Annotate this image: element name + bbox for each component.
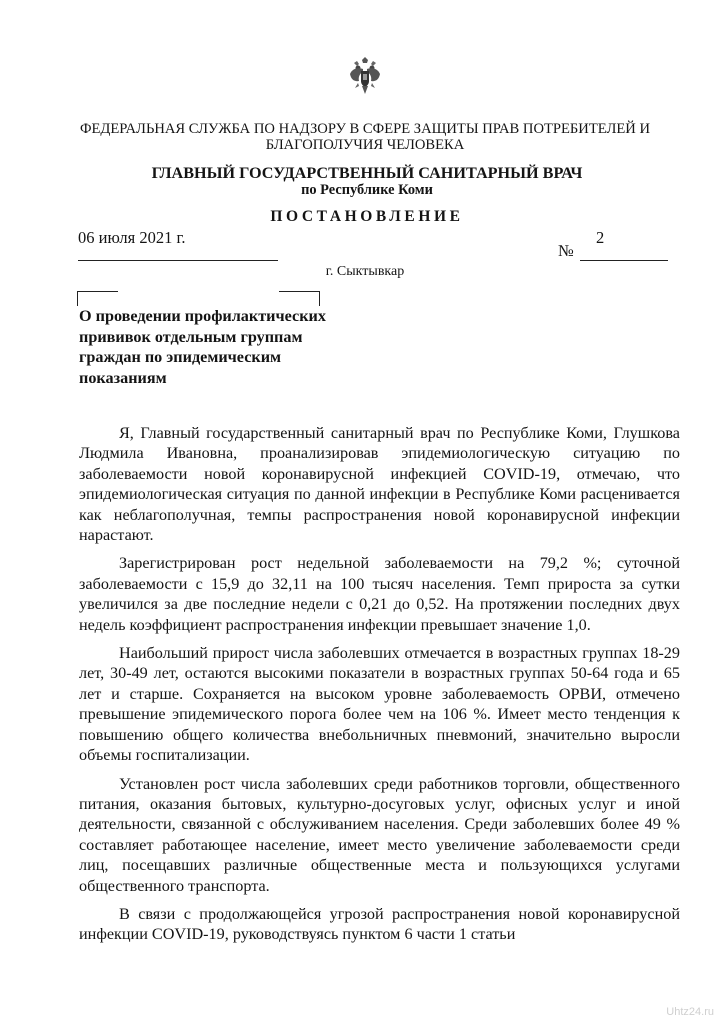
document-subject: О проведении профилактических прививок отдельным группам граждан по эпидемическим показаниям [79,307,326,387]
document-body [79,423,680,953]
number-underline [580,260,668,261]
body-paragraph: В связи с продолжающейся угрозой распространения новой коронавирусной инфекции COVID-19, руководствуясь пунктом 6 части 1 статьи [79,904,680,944]
body-paragraph: Наибольший прирост числа заболевших отмечается в возрастных группах 18-29 лет, 30-49 лет, остаются высокими показатели в возрастных группах 50-64 года и 65 лет и старше. Сохраняется на высоком уровне заболеваемость ОРВИ, отмечено превышение эпидемического порога более чем на 106 %. Имеет место тенденция к повышению общего количества внебольничных пневмоний, значительно выросли объемы госпитализации. [79,644,680,765]
agency-name: ФЕДЕРАЛЬНАЯ СЛУЖБА ПО НАДЗОРУ В СФЕРЕ ЗАЩИТЫ ПРАВ ПОТРЕБИТЕЛЕЙ И БЛАГОПОЛУЧИЯ ЧЕЛОВЕКА [79,121,651,153]
document-number: 2 [596,228,605,247]
document-type: ПОСТАНОВЛЕНИЕ [270,208,464,225]
number-sign: № [558,241,574,260]
subject-bracket-left [77,291,118,306]
body-paragraph: Установлен рост числа заболевших среди работников торговли, общественного питания, оказания бытовых, культурно-досуговых услуг, офисных услуг и иной деятельности, связанной с обслуживанием населения. Среди заболевших более 49 % составляет работающее население, имеет место увеличение заболеваемости среди лиц, посещавших различные общественные места и пользующихся услугами общественного транспорта. [79,774,680,895]
region-name: по Республике Коми [301,182,433,198]
subject-bracket-right [279,291,320,306]
date-underline [78,260,278,261]
body-paragraph: Я, Главный государственный санитарный врач по Республике Коми, Глушкова Людмила Ивановна, проанализировав эпидемиологическую ситуацию по заболеваемости новой коронавирусной инфекцией COVID-19, отмечаю, что эпидемиологическая ситуация по данной инфекции в Республике Коми расценивается как неблагополучная, темпы распространения новой коронавирусной инфекции нарастают. [79,424,680,545]
coat-of-arms-icon [349,57,381,95]
official-title: ГЛАВНЫЙ ГОСУДАРСТВЕННЫЙ САНИТАРНЫЙ ВРАЧ [151,164,583,182]
document-date: 06 июля 2021 г. [78,228,186,247]
body-paragraph: Зарегистрирован рост недельной заболеваемости на 79,2 %; суточной заболеваемости с 15,9 до 32,11 на 100 тысяч населения. Темп прироста за сутки увеличился за две последние недели с 0,21 до 0,52. На протяжении последних двух недель коэффициент распространения инфекции превышает значение 1,0. [79,554,680,634]
site-watermark: Uhtz24.ru [666,1006,714,1018]
city-name: г. Сыктывкар [325,264,405,279]
